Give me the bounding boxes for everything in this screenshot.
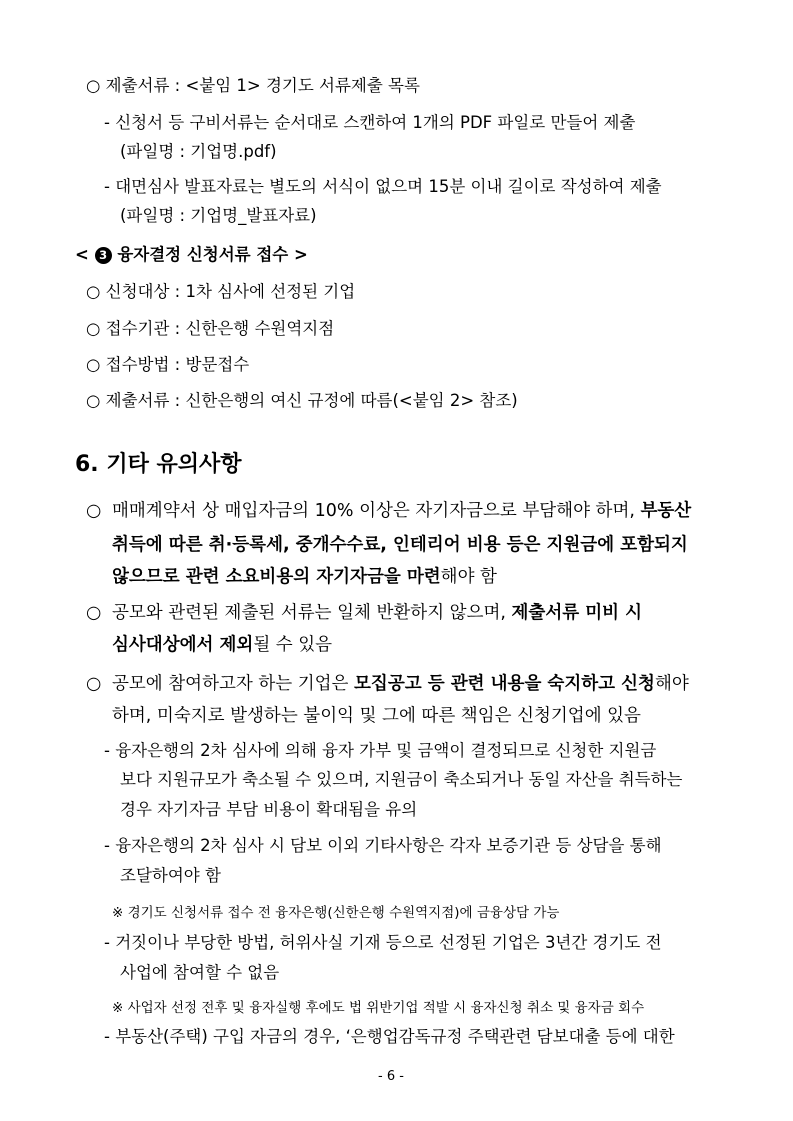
step-number-badge: 3 (95, 247, 112, 264)
s2-line2: 조달하여야 함 (120, 866, 221, 885)
docs-sub1-line2: (파일명 : 기업명.pdf) (120, 142, 277, 161)
step3-item-docs: ○ 제출서류 : 신한은행의 여신 규정에 따름(<붙임 2> 참조) (86, 391, 518, 410)
p1-line3-bold: 않으므로 관련 소요비용의 자기자금을 마련 (112, 567, 441, 587)
page-number: - 6 - (378, 1069, 404, 1084)
s4-line1: - 부동산(주택) 구입 자금의 경우, ‘은행업감독규정 주택관련 담보대출 등에 대한 (104, 1027, 675, 1046)
p1-line3-text: 해야 함 (440, 567, 497, 587)
p2-line2-bold: 심사대상에서 제외 (112, 635, 254, 655)
p2-line1 (112, 603, 642, 623)
step3-item-target: ○ 신청대상 : 1차 심사에 선정된 기업 (86, 282, 356, 301)
step3-title: 융자결정 신청서류 접수 (117, 245, 289, 264)
p2-line1-bold: 제출서류 미비 시 (511, 603, 643, 623)
step3-item-method: ○ 접수방법 : 방문접수 (86, 355, 250, 374)
p3-line1-text: 공모에 참여하고자 하는 기업은 (112, 674, 355, 694)
p1-line3 (112, 567, 497, 587)
p1-line1-bold: 부동산 (640, 501, 692, 521)
step3-open: < (75, 245, 89, 264)
docs-sub2-line1: - 대면심사 발표자료는 별도의 서식이 없으며 15분 이내 길이로 작성하여 제출 (104, 177, 662, 196)
p1-line1 (112, 501, 691, 521)
docs-item: ○ 제출서류 : <붙임 1> 경기도 서류제출 목록 (86, 76, 420, 95)
note-1: ※ 경기도 신청서류 접수 전 융자은행(신한은행 수원역지점)에 금융상담 가능 (112, 905, 560, 921)
s1-line1: - 융자은행의 2차 심사에 의해 융자 가부 및 금액이 결정되므로 신청한 지원금 (104, 741, 657, 760)
s1-line3: 경우 자기자금 부담 비용이 확대됨을 유의 (120, 800, 418, 819)
p3-line2: 하며, 미숙지로 발생하는 불이익 및 그에 따른 책임은 신청기업에 있음 (112, 706, 641, 726)
s2-line1: - 융자은행의 2차 심사 시 담보 이외 기타사항은 각자 보증기관 등 상담을 통해 (104, 836, 662, 855)
p2-line2 (112, 635, 332, 655)
step3-heading (75, 245, 308, 265)
section-title: 6. 기타 유의사항 (75, 452, 242, 477)
p1-line2: 취득에 따른 취·등록세, 중개수수료, 인테리어 비용 등은 지원금에 포함되지 (112, 535, 688, 555)
p1-line1-text: 매매계약서 상 매입자금의 10% 이상은 자기자금으로 부담해야 하며, (112, 501, 641, 521)
s1-line2: 보다 지원규모가 축소될 수 있으며, 지원금이 축소되거나 동일 자산을 취득하는 (120, 770, 683, 789)
docs-sub1-line1: - 신청서 등 구비서류는 순서대로 스캔하여 1개의 PDF 파일로 만들어 제출 (104, 113, 636, 132)
step3-item-office: ○ 접수기관 : 신한은행 수원역지점 (86, 319, 335, 338)
p3-bullet: ○ (86, 674, 102, 694)
p3-line1-bold: 모집공고 등 관련 내용을 숙지하고 신청 (354, 674, 655, 694)
p1-bullet: ○ (86, 501, 102, 521)
note-2: ※ 사업자 선정 전후 및 융자실행 후에도 법 위반기업 적발 시 융자신청 취소 및 융자금 회수 (112, 1000, 645, 1016)
s3-line2: 사업에 참여할 수 없음 (120, 963, 280, 982)
step3-close: > (293, 245, 308, 264)
p3-line1-tail: 해야 (654, 674, 689, 694)
p2-line2-text: 될 수 있음 (253, 635, 333, 655)
p2-line1-text: 공모와 관련된 제출된 서류는 일체 반환하지 않으며, (112, 603, 512, 623)
p2-bullet: ○ (86, 603, 102, 623)
s3-line1: - 거짓이나 부당한 방법, 허위사실 기재 등으로 선정된 기업은 3년간 경기도 전 (104, 933, 662, 952)
docs-sub2-line2: (파일명 : 기업명_발표자료) (120, 206, 317, 225)
p3-line1 (112, 674, 689, 694)
